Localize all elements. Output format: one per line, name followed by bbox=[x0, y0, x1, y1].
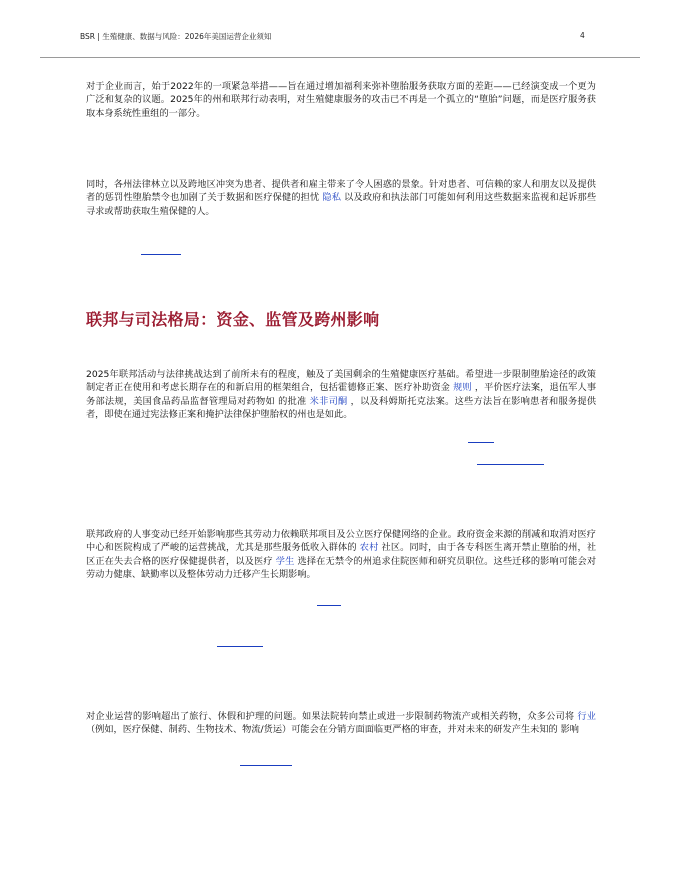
footnote-link-underline[interactable] bbox=[468, 442, 494, 443]
footnote-link-underline[interactable] bbox=[477, 464, 544, 465]
paragraph-text: 同时，各州法律林立以及跨地区冲突为患者、提供者和雇主带来了令人困惑的景象。针对患者、可信赖的家人和朋友以及提供者的惩罚性堕胎禁令也加剧了关于数据和医疗保健的担忧 bbox=[86, 179, 596, 204]
paragraph-state-laws bbox=[86, 178, 596, 218]
paragraph-text: 以及政府和执法部门可能如何利用这些数据来监视和起诉那些寻求或帮助获取生殖保健的人。 bbox=[86, 192, 597, 217]
paragraph-text: 对于企业而言，始于2022年的一项紧急举措——旨在通过增加福利来弥补堕胎服务获取方面的差距——已经演变成一个更为广泛和复杂的议题。2025年的州和联邦行动表明，对生殖健康服务的攻击已不再是一个孤立的“堕胎”问题，而是医疗服务获取本身系统性重组的一部分。 bbox=[86, 81, 596, 119]
paragraph-intro bbox=[86, 80, 596, 120]
header-divider bbox=[40, 57, 640, 58]
paragraph-text: （例如，医疗保健、制药、生物技术、物流/货运）可能会在分销方面面临更严格的审查，并对未来的研发产生未知的 影响 bbox=[86, 724, 579, 736]
header-title: BSR | 生殖健康、数据与风险：2026年美国运营企业须知 bbox=[80, 32, 272, 41]
paragraph-operations bbox=[86, 710, 596, 737]
paragraph-text: 2025年联邦活动与法律挑战达到了前所未有的程度，触及了美国剩余的生殖健康医疗基础。希望进一步限制堕胎途径的政策制定者正在使用和考虑长期存在的和新启用的框架组合，包括霍德修正案、医疗补助资金 bbox=[86, 369, 596, 394]
paragraph-text: 对企业运营的影响超出了旅行、休假和护理的问题。如果法院转向禁止或进一步限制药物流产或相关药物，众多公司将 bbox=[86, 711, 575, 722]
footnote-link-underline[interactable] bbox=[240, 765, 292, 766]
footnote-link-underline[interactable] bbox=[317, 605, 341, 606]
paragraph-federal-activity bbox=[86, 368, 596, 422]
paragraph-text: ，平价医疗法案，退伍军人事务部法规，美国食品药品监督管理局对药物如 的批准 bbox=[86, 382, 597, 407]
footnote-link-underline[interactable] bbox=[141, 254, 181, 255]
students-link[interactable]: 学生 bbox=[275, 555, 295, 567]
section-heading: 联邦与司法格局：资金、监管及跨州影响 bbox=[86, 310, 380, 329]
paragraph-workforce bbox=[86, 528, 596, 582]
industry-link[interactable]: 行业 bbox=[577, 711, 596, 722]
footnote-link-underline[interactable] bbox=[217, 646, 263, 647]
page-number: 4 bbox=[580, 31, 585, 40]
privacy-link[interactable]: 隐私 bbox=[322, 192, 342, 204]
paragraph-text: 选择在无禁令的州追求住院医师和研究员职位。这些迁移的影响可能会对劳动力健康、缺勤率以及整体劳动力迁移产生长期影响。 bbox=[86, 555, 597, 581]
paragraph-text: ，以及科姆斯托克法案。这些方法旨在影响患者和服务提供者，即使在通过宪法修正案和掩护法律保护堕胎权的州也是如此。 bbox=[86, 395, 597, 421]
paragraph-text: 联邦政府的人事变动已经开始影响那些其劳动力依赖联邦项目及公立医疗保健网络的企业。政府资金来源的削减和取消对医疗中心和医院构成了严峻的运营挑战，尤其是那些服务低收入群体的 bbox=[86, 529, 596, 554]
mifepristone-link[interactable]: 米非司酮 bbox=[309, 395, 348, 407]
rural-link[interactable]: 农村 bbox=[359, 542, 379, 554]
paragraph-text: 社区。同时，由于各专科医生离开禁止堕胎的州，社区正在失去合格的医疗保健提供者，以及医疗 bbox=[86, 542, 597, 567]
rules-link[interactable]: 规则 bbox=[453, 382, 472, 394]
